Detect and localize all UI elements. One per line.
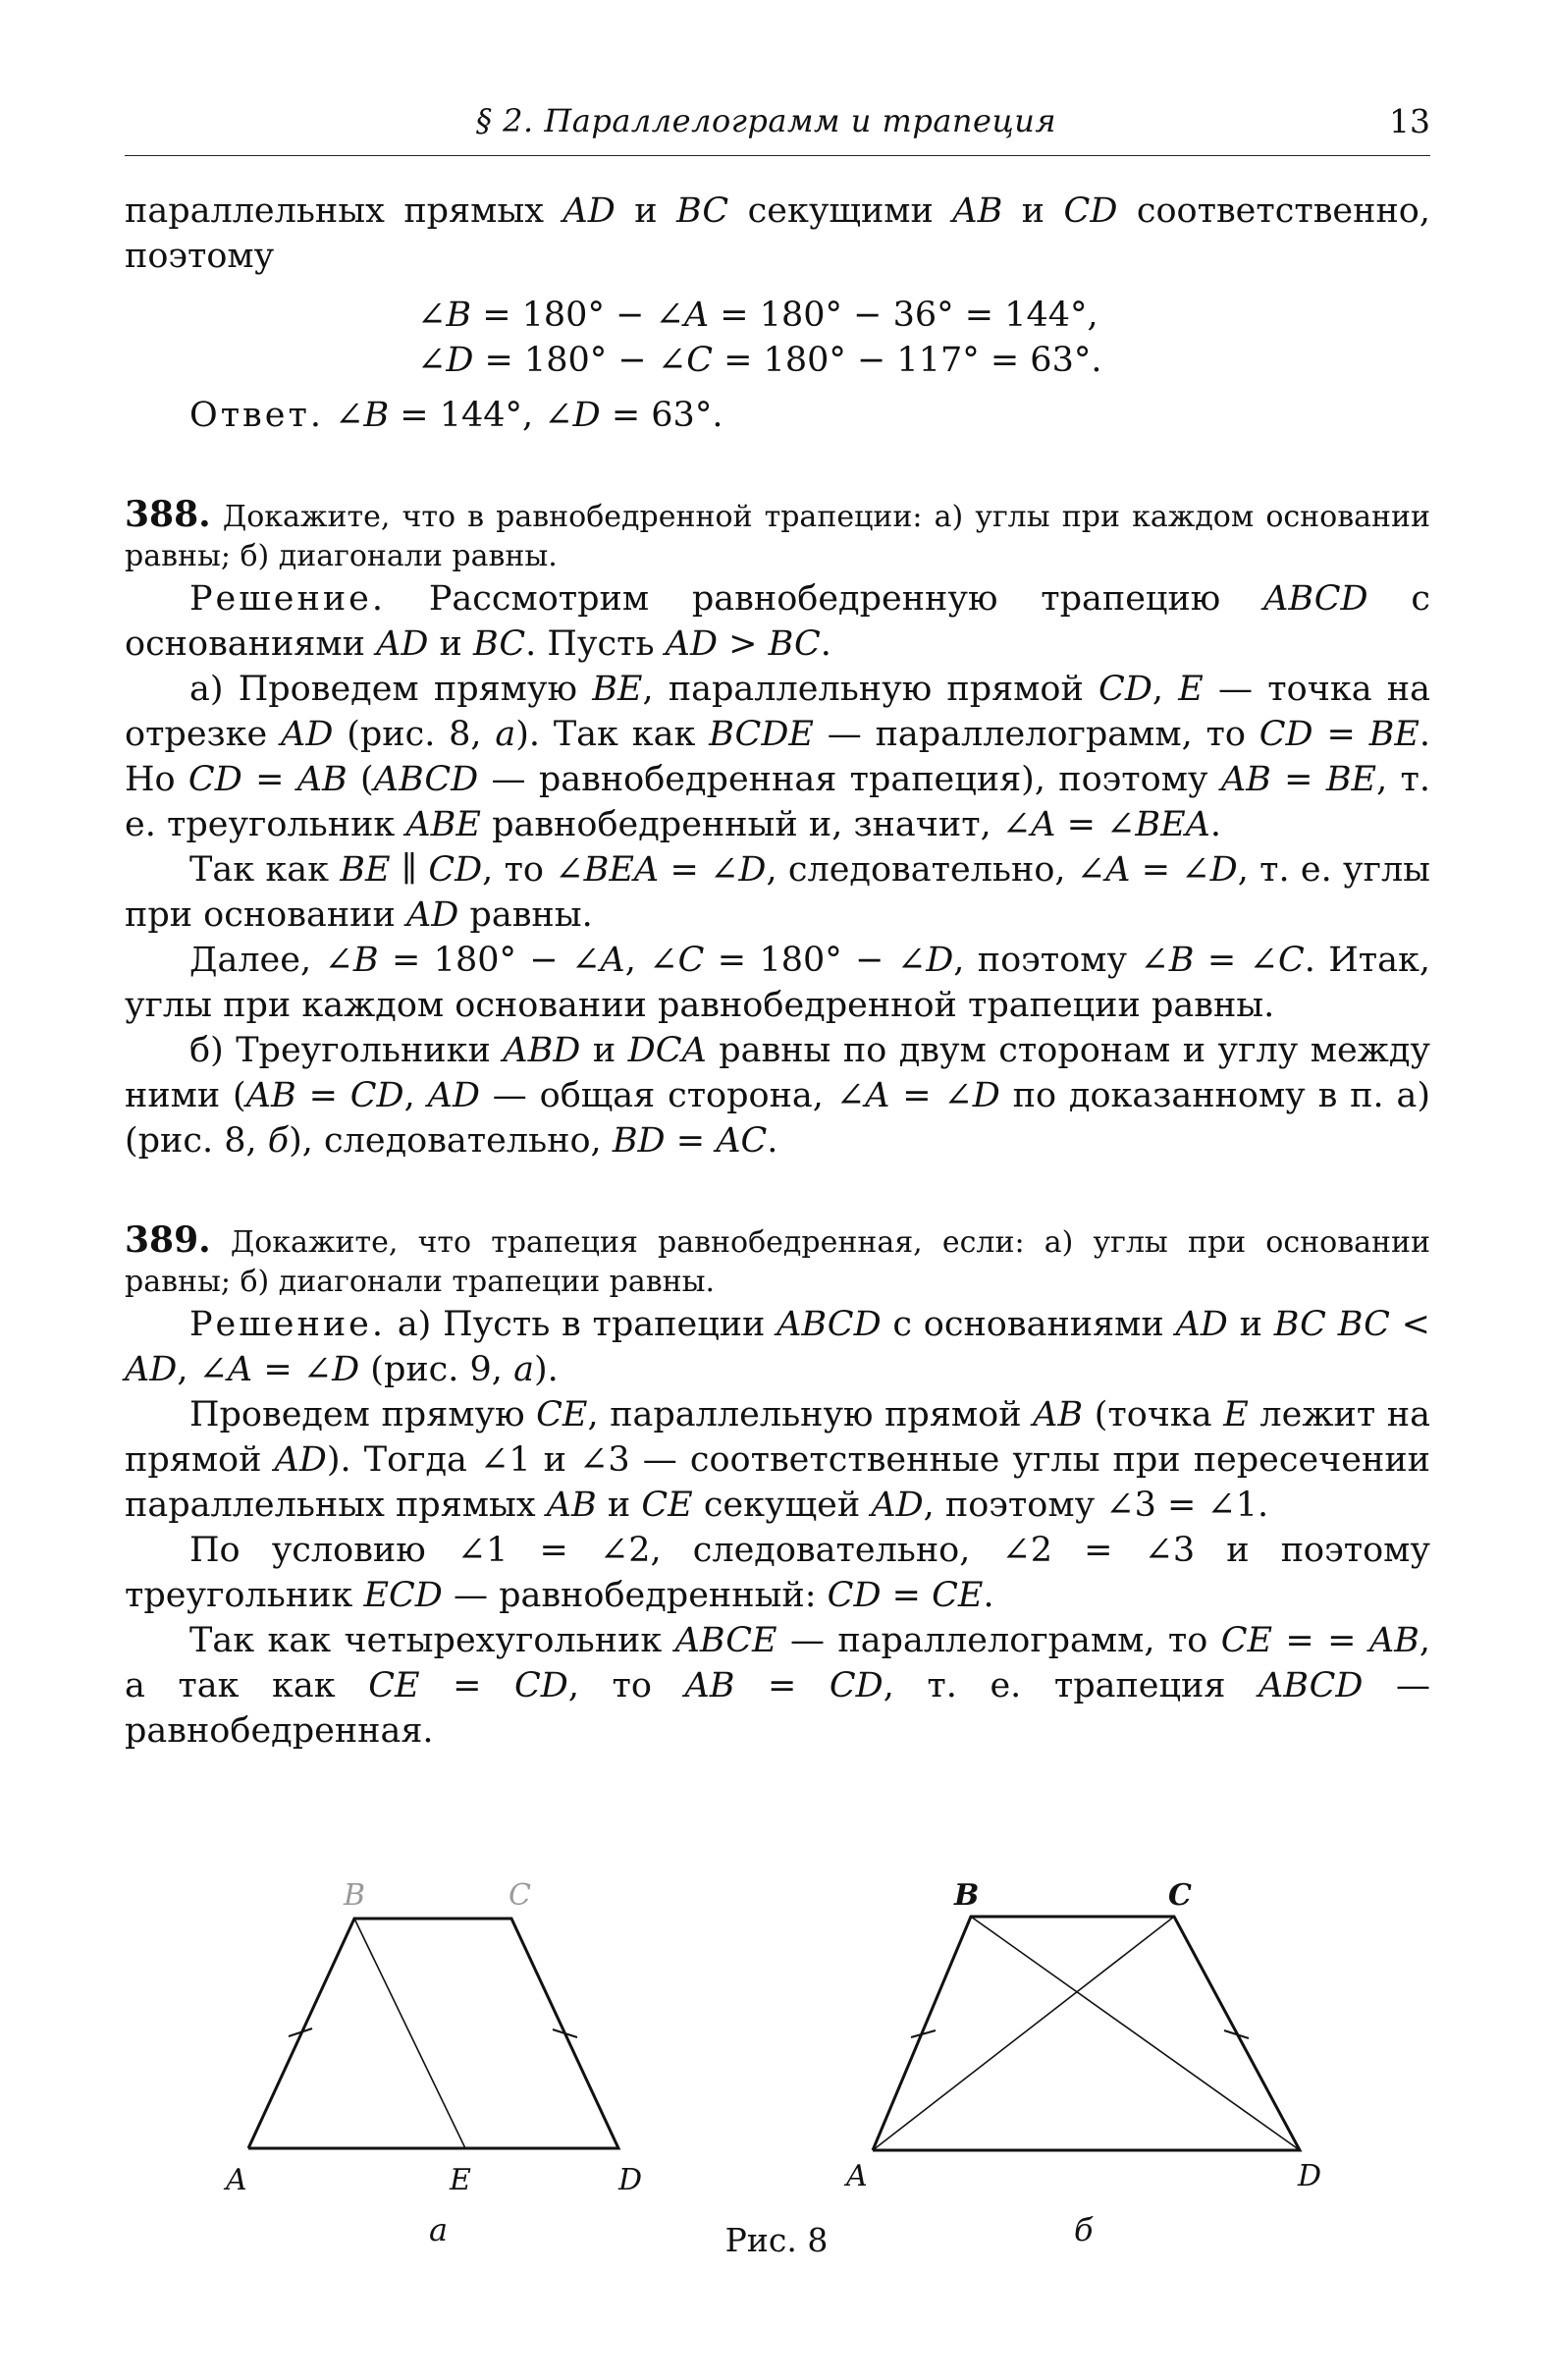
task-388-p1: Рассмотрим равнобедренную трапецию ABCD с основаниями AD и BC. Пусть AD > BC.: [125, 579, 1430, 664]
label-b-a: B: [344, 1878, 366, 1913]
figure-8b: [843, 1878, 1321, 2248]
page-number: 13: [1389, 102, 1430, 140]
answer-label: Ответ.: [189, 396, 324, 435]
sublabel-a: а: [429, 2211, 449, 2248]
label-c-b: C: [1168, 1878, 1192, 1913]
task-388-text: Докажите, что в равнобедренной трапеции: а) углы при каждом основании равны; б) диагонали равны.: [125, 500, 1430, 573]
answer-value: ∠B = 144°, ∠D = 63°.: [335, 396, 723, 435]
task-389-p2: Проведем прямую CE, параллельную прямой AB (точка E лежит на прямой AD). Тогда ∠1 и ∠3 — соответственные углы при пересечении параллельных прямых AB и CE секущей AD, поэтому ∠3 = ∠1.: [125, 1395, 1431, 1525]
label-a-a: A: [226, 2163, 247, 2197]
formula-angle-b: ∠B = 180° − ∠A = 180° − 36° = 144°,: [417, 296, 1098, 335]
label-b-b: B: [954, 1878, 980, 1913]
page-header: [125, 102, 1430, 156]
task-389-statement: [125, 1220, 1430, 1302]
label-d-b: D: [1298, 2159, 1322, 2193]
page-body: [125, 189, 1430, 1754]
label-d-a: D: [618, 2163, 643, 2197]
task-389-p4: Так как четырехугольник ABCE — параллелограмм, то CE = = AB, а так как CE = CD, то AB = CD, т. е. трапеция ABCD — равнобедренная.: [125, 1621, 1431, 1751]
task-388-p4: Далее, ∠B = 180° − ∠A, ∠C = 180° − ∠D, поэтому ∠B = ∠C. Итак, углы при каждом основании равнобедренной трапеции равны.: [125, 941, 1430, 1025]
running-title: § 2. Параллелограмм и трапеция: [476, 102, 1057, 139]
task-388-number: 388.: [125, 494, 211, 535]
task-388-p2: а) Проведем прямую BE, параллельную прямой CD, E — точка на отрезке AD (рис. 8, а). Так как BCDE — параллелограмм, то CD = BE. Но CD = AB (ABCD — равнобедренная трапеция), поэтому AB = BE, т. е. треугольник ABE равнобедренный и, значит, ∠A = ∠BEA.: [125, 670, 1431, 844]
label-c-a: C: [509, 1878, 531, 1913]
segment-be: [354, 1919, 465, 2148]
task-389-p3: По условию ∠1 = ∠2, следовательно, ∠2 = ∠3 и поэтому треугольник ECD — равнобедренный: CD = CE.: [125, 1531, 1430, 1615]
label-e-a: E: [450, 2163, 471, 2197]
intro-paragraph: параллельных прямых AD и BC секущими AB и CD соответственно, поэтому: [125, 191, 1430, 276]
solution-label: Решение.: [189, 1305, 387, 1344]
task-388-statement: [125, 495, 1430, 576]
label-a-b: A: [846, 2159, 868, 2193]
task-388-solution-intro: [125, 576, 1430, 667]
task-389-number: 389.: [125, 1219, 211, 1261]
task-388-p5: б) Треугольники ABD и DCA равны по двум сторонам и углу между ними (AB = CD, AD — общая сторона, ∠A = ∠D по доказанному в п. а) (рис. 8, б), следовательно, BD = AC.: [125, 1031, 1430, 1161]
formula-angle-d: ∠D = 180° − ∠C = 180° − 117° = 63°.: [417, 341, 1102, 380]
answer-line: [125, 393, 1430, 438]
figure-8: [0, 1856, 1553, 2268]
task-389-text: Докажите, что трапеция равнобедренная, если: а) углы при основании равны; б) диагонали трапеции равны.: [125, 1225, 1430, 1299]
diagonal-ac: [873, 1917, 1174, 2150]
solution-label: Решение.: [189, 579, 387, 619]
figure-caption: Рис. 8: [724, 2221, 829, 2259]
figure-8a: [223, 1878, 642, 2248]
sublabel-b: б: [1074, 2211, 1094, 2248]
angle-formulas: [125, 293, 1430, 383]
diagonal-bd: [971, 1917, 1300, 2150]
task-389-p1: а) Пусть в трапеции ABCD с основаниями AD и BC BC < AD, ∠A = ∠D (рис. 9, а).: [125, 1305, 1430, 1389]
task-388-p3: Так как BE ∥ CD, то ∠BEA = ∠D, следовательно, ∠A = ∠D, т. е. углы при основании AD равны.: [125, 850, 1431, 935]
task-389-solution-intro: [125, 1302, 1430, 1392]
